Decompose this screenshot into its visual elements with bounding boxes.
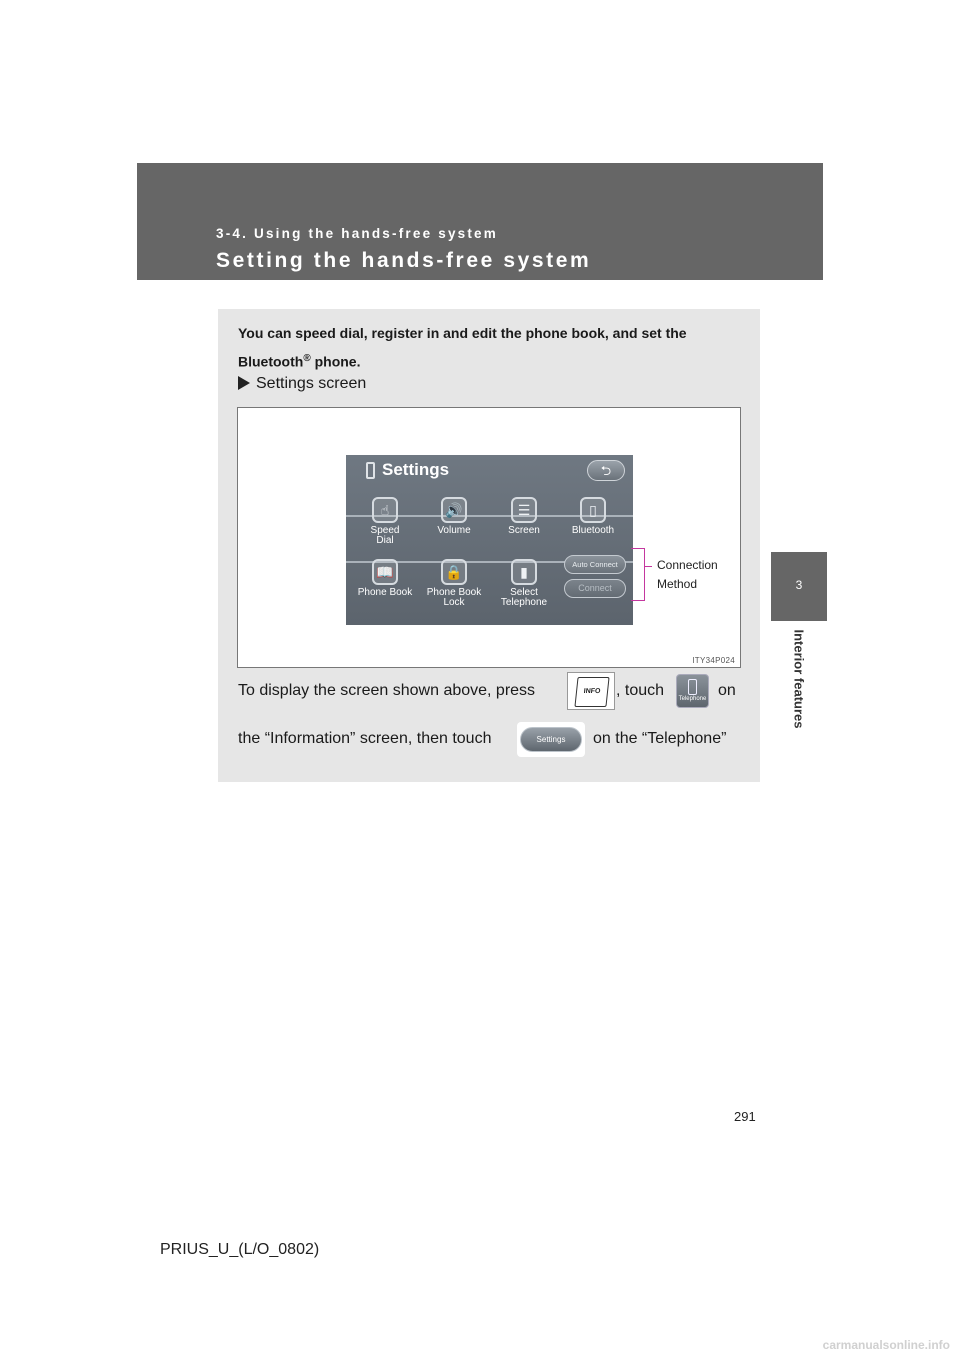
callout-line-2: Method <box>657 577 698 591</box>
settings-figure <box>237 407 741 668</box>
book-icon: 📖 <box>372 559 398 585</box>
callout-leader <box>645 566 652 567</box>
mobile-phone-icon: ▮ <box>511 559 537 585</box>
watermark: carmanualsonline.info <box>822 1338 950 1352</box>
connection-method-callout <box>657 556 718 594</box>
display-title: Settings <box>382 460 450 479</box>
bluetooth-phone-icon: ▯ <box>580 497 606 523</box>
chapter-label: Interior features <box>791 629 807 728</box>
chapter-number: 3 <box>795 578 803 592</box>
select-telephone-label-2: Telephone <box>500 597 548 608</box>
intro-text <box>238 321 743 375</box>
speaker-icon: 🔊 <box>441 497 467 523</box>
instruction-1c: on <box>718 682 736 699</box>
info-panel <box>218 309 760 782</box>
chapter-label-container <box>771 621 827 736</box>
settings-screen-label-text: Settings screen <box>256 375 367 392</box>
settings-button-image <box>517 722 585 757</box>
speed-dial-label-2: Dial <box>376 535 394 546</box>
chapter-tab[interactable] <box>771 552 827 621</box>
back-button[interactable]: ⮌ <box>587 460 625 481</box>
phone-book-label: Phone Book <box>357 587 413 598</box>
select-telephone-button[interactable] <box>489 559 559 608</box>
volume-button[interactable] <box>419 497 489 536</box>
triangle-bullet-icon <box>238 376 250 390</box>
chapter-header <box>137 163 823 280</box>
instruction-1c-wrap <box>718 682 736 700</box>
settings-button-label: Settings <box>520 727 582 752</box>
callout-bracket <box>631 548 645 601</box>
select-telephone-label-1: Select <box>510 587 538 598</box>
instruction-line-2 <box>238 730 491 748</box>
volume-label: Volume <box>437 525 471 536</box>
auto-connect-button[interactable]: Auto Connect <box>564 555 626 574</box>
screen-button[interactable] <box>489 497 559 536</box>
connect-button[interactable]: Connect <box>564 579 626 598</box>
registered-mark: ® <box>303 353 311 364</box>
instruction-1a: To display the screen shown above, press <box>238 682 536 699</box>
callout-line-1: Connection <box>657 558 718 572</box>
info-key-image <box>567 672 615 710</box>
figure-code: ITY34P024 <box>692 656 735 665</box>
screen-icon: ☰ <box>511 497 537 523</box>
info-key-face: INFO <box>574 677 609 707</box>
settings-display <box>346 455 633 625</box>
document-code: PRIUS_U_(L/O_0802) <box>160 1241 320 1258</box>
screen-label: Screen <box>508 525 540 536</box>
hand-touch-icon: ☝ <box>372 497 398 523</box>
section-heading: 3-4. Using the hands-free system <box>216 226 498 241</box>
phone-book-lock-button[interactable] <box>419 559 489 608</box>
page-title: Setting the hands-free system <box>216 249 592 272</box>
intro-text-part1: You can speed dial, register in and edit the phone book, and set the Bluetooth <box>238 325 687 370</box>
lock-icon: 🔒 <box>441 559 467 585</box>
instruction-2a: the “Information” screen, then touch <box>238 730 492 747</box>
instruction-2b: on the “Telephone” <box>593 730 727 747</box>
page-number: 291 <box>734 1109 756 1124</box>
instruction-2b-wrap <box>593 730 726 748</box>
telephone-button-image <box>676 674 709 708</box>
telephone-icon <box>688 679 697 695</box>
bluetooth-button[interactable] <box>558 497 628 536</box>
phone-book-lock-label-1: Phone Book <box>426 587 482 598</box>
telephone-button-label: Telephone <box>678 696 707 702</box>
bluetooth-label: Bluetooth <box>571 525 615 536</box>
phone-book-button[interactable] <box>350 559 420 598</box>
speed-dial-button[interactable] <box>350 497 420 546</box>
settings-screen-label <box>238 375 366 393</box>
intro-text-part2: phone. <box>310 353 361 370</box>
instruction-1b: , touch <box>616 682 665 699</box>
phone-icon <box>366 462 375 479</box>
speed-dial-label-1: Speed <box>370 525 400 536</box>
phone-book-lock-label-2: Lock <box>443 597 465 608</box>
instruction-1b-wrap <box>616 682 664 700</box>
